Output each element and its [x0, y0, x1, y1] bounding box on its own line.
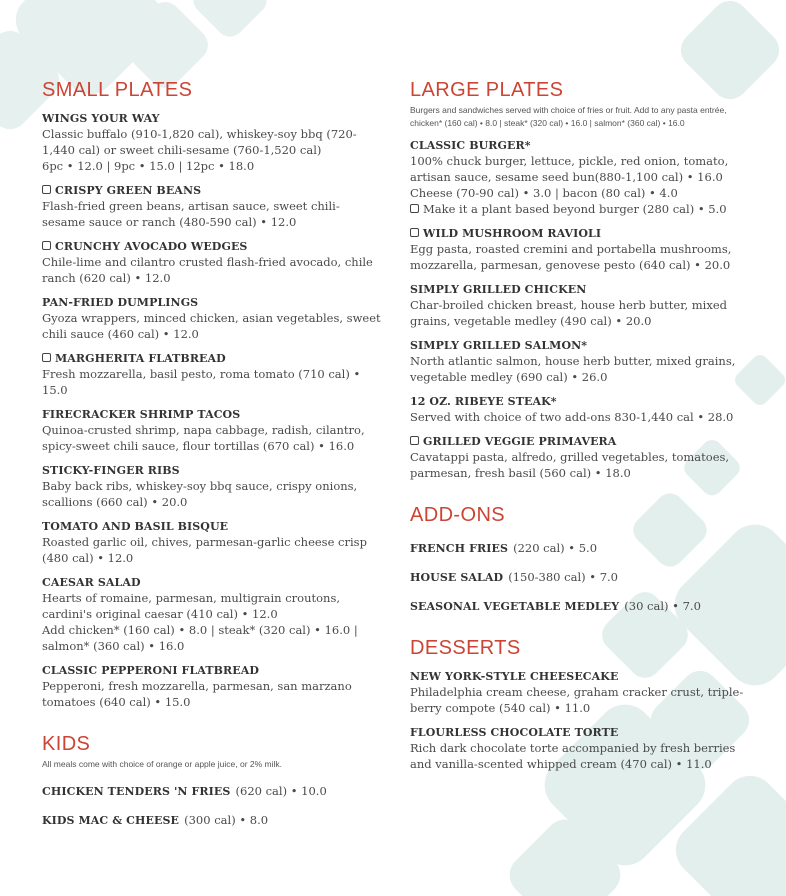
plant-based-icon	[410, 436, 419, 445]
section-note: All meals come with choice of orange or apple juice, or 2% milk.	[42, 759, 282, 769]
menu-item	[42, 240, 382, 286]
menu-item	[42, 520, 382, 566]
item-name: 12 OZ. RIBEYE STEAK*	[410, 395, 557, 408]
menu-item	[42, 112, 382, 174]
item-description: North atlantic salmon, house herb butter, mixed grains, vegetable medley (690 cal) • 26.0	[410, 354, 736, 384]
menu-item	[410, 670, 745, 716]
section-large-plates	[410, 78, 745, 481]
item-description: Fresh mozzarella, basil pesto, roma tomato (710 cal) • 15.0	[42, 367, 361, 397]
item-description: Classic buffalo (910-1,820 cal), whiskey-soy bbq (720-1,440 cal) or sweet chili-sesame (760-1,520 cal)	[42, 127, 357, 157]
item-name: NEW YORK-STYLE CHEESECAKE	[410, 670, 619, 683]
menu-item	[410, 139, 745, 217]
plant-based-icon	[42, 353, 51, 362]
plant-based-icon	[410, 228, 419, 237]
item-name: FIRECRACKER SHRIMP TACOS	[42, 408, 241, 421]
plant-based-icon	[410, 204, 419, 213]
item-calories-price: (150-380 cal) • 7.0	[508, 570, 618, 584]
item-name: CRUNCHY AVOCADO WEDGES	[55, 240, 248, 253]
item-prices: 6pc • 12.0 | 9pc • 15.0 | 12pc • 18.0	[42, 159, 255, 173]
item-name: WILD MUSHROOM RAVIOLI	[423, 227, 602, 240]
menu-item	[410, 435, 745, 481]
menu-item	[42, 576, 382, 654]
item-name: CHICKEN TENDERS 'N FRIES	[42, 785, 231, 798]
item-calories-price: (300 cal) • 8.0	[184, 813, 269, 827]
section-title: LARGE PLATES	[410, 79, 564, 101]
menu-item	[42, 184, 382, 230]
item-name: FLOURLESS CHOCOLATE TORTE	[410, 726, 619, 739]
item-plant-option: Make it a plant based beyond burger (280 cal) • 5.0	[423, 202, 727, 216]
menu-item	[42, 780, 382, 799]
section-desserts	[410, 636, 745, 772]
item-description: Egg pasta, roasted cremini and portabella mushrooms, mozzarella, parmesan, genovese pesto (640 cal) • 20.0	[410, 242, 732, 272]
item-name: TOMATO AND BASIL BISQUE	[42, 520, 229, 533]
menu-item	[410, 537, 745, 556]
item-calories-price: (620 cal) • 10.0	[235, 784, 327, 798]
item-name: PAN-FRIED DUMPLINGS	[42, 296, 199, 309]
menu-item	[42, 352, 382, 398]
left-column	[42, 78, 382, 838]
section-add-ons	[410, 503, 745, 614]
item-name: HOUSE SALAD	[410, 571, 504, 584]
item-calories-price: (220 cal) • 5.0	[513, 541, 598, 555]
item-addons: Cheese (70-90 cal) • 3.0 | bacon (80 cal) • 4.0	[410, 186, 678, 200]
item-description: Hearts of romaine, parmesan, multigrain croutons, cardini's original caesar (410 cal) • 12.0	[42, 591, 341, 621]
item-description: 100% chuck burger, lettuce, pickle, red onion, tomato, artisan sauce, sesame seed bun(880-1,100 cal) • 16.0	[410, 154, 729, 184]
item-name: CLASSIC PEPPERONI FLATBREAD	[42, 664, 259, 677]
item-name: CLASSIC BURGER*	[410, 139, 531, 152]
item-name: STICKY-FINGER RIBS	[42, 464, 180, 477]
item-name: SEASONAL VEGETABLE MEDLEY	[410, 600, 620, 613]
menu-item	[410, 339, 745, 385]
item-description: Roasted garlic oil, chives, parmesan-garlic cheese crisp (480 cal) • 12.0	[42, 535, 367, 565]
menu-item	[42, 464, 382, 510]
section-title: SMALL PLATES	[42, 79, 193, 101]
item-description: Served with choice of two add-ons 830-1,440 cal • 28.0	[410, 410, 734, 424]
menu-item	[410, 595, 745, 614]
menu-item	[42, 296, 382, 342]
right-column	[410, 78, 745, 782]
section-title: ADD-ONS	[410, 504, 506, 526]
item-addons: Add chicken* (160 cal) • 8.0 | steak* (320 cal) • 16.0 | salmon* (360 cal) • 16.0	[42, 623, 358, 653]
item-name: WINGS YOUR WAY	[42, 112, 160, 125]
menu-item	[410, 566, 745, 585]
item-description: Cavatappi pasta, alfredo, grilled vegetables, tomatoes, parmesan, fresh basil (560 cal) • 18.0	[410, 450, 730, 480]
item-description: Char-broiled chicken breast, house herb butter, mixed grains, vegetable medley (490 cal) • 20.0	[410, 298, 727, 328]
section-note: Burgers and sandwiches served with choice of fries or fruit. Add to any pasta entrée, chicken* (160 cal) • 8.0 | steak* (320 cal) • 16.0 | salmon* (360 cal) • 16.0	[410, 105, 727, 128]
item-name: KIDS MAC & CHEESE	[42, 814, 180, 827]
menu-item	[410, 283, 745, 329]
section-title: DESSERTS	[410, 637, 521, 659]
item-name: SIMPLY GRILLED CHICKEN	[410, 283, 587, 296]
menu-item	[42, 664, 382, 710]
item-name: MARGHERITA FLATBREAD	[55, 352, 226, 365]
item-name: CRISPY GREEN BEANS	[55, 184, 202, 197]
plant-based-icon	[42, 185, 51, 194]
section-kids	[42, 732, 382, 828]
menu-item	[410, 227, 745, 273]
menu-item	[42, 408, 382, 454]
item-name: CAESAR SALAD	[42, 576, 141, 589]
item-name: FRENCH FRIES	[410, 542, 508, 555]
menu-item	[410, 395, 745, 425]
item-name: SIMPLY GRILLED SALMON*	[410, 339, 588, 352]
plant-based-icon	[42, 241, 51, 250]
menu-item	[410, 726, 745, 772]
item-description: Chile-lime and cilantro crusted flash-fried avocado, chile ranch (620 cal) • 12.0	[42, 255, 373, 285]
section-small-plates	[42, 78, 382, 710]
item-description: Baby back ribs, whiskey-soy bbq sauce, crispy onions, scallions (660 cal) • 20.0	[42, 479, 358, 509]
item-calories-price: (30 cal) • 7.0	[624, 599, 701, 613]
menu-item	[42, 809, 382, 828]
item-description: Flash-fried green beans, artisan sauce, sweet chili-sesame sauce or ranch (480-590 cal) • 12.0	[42, 199, 340, 229]
item-description: Pepperoni, fresh mozzarella, parmesan, san marzano tomatoes (640 cal) • 15.0	[42, 679, 352, 709]
section-title: KIDS	[42, 733, 91, 755]
item-name: GRILLED VEGGIE PRIMAVERA	[423, 435, 617, 448]
item-description: Philadelphia cream cheese, graham cracker crust, triple-berry compote (540 cal) • 11.0	[410, 685, 744, 715]
item-description: Rich dark chocolate torte accompanied by fresh berries and vanilla-scented whipped cream (470 cal) • 11.0	[410, 741, 736, 771]
item-description: Gyoza wrappers, minced chicken, asian vegetables, sweet chili sauce (460 cal) • 12.0	[42, 311, 381, 341]
item-description: Quinoa-crusted shrimp, napa cabbage, radish, cilantro, spicy-sweet chili sauce, flour tortillas (670 cal) • 16.0	[42, 423, 365, 453]
